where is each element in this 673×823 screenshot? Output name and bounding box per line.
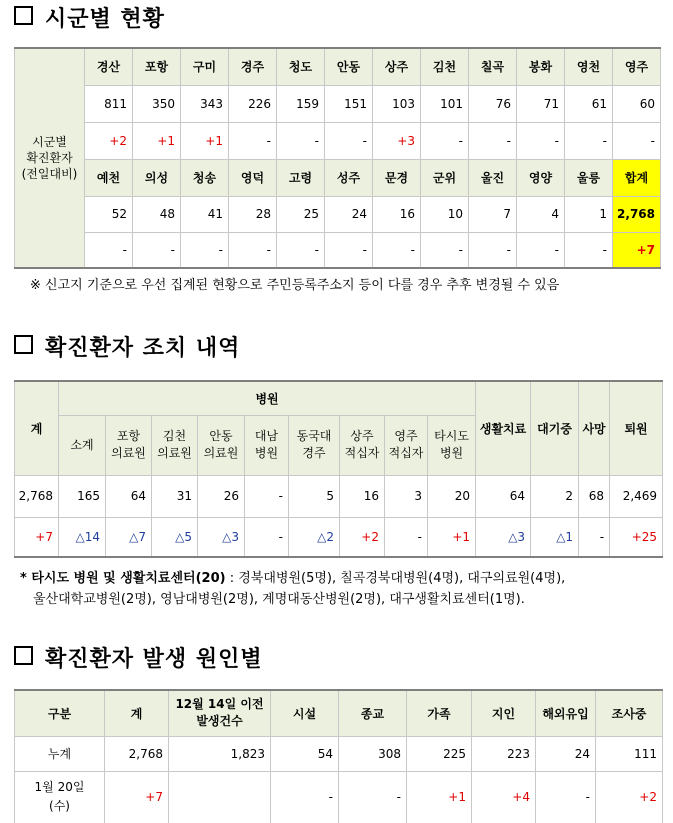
city-name: 안동 — [325, 48, 373, 85]
city-count: 48 — [133, 196, 181, 232]
treatment-value: 165 — [59, 475, 106, 517]
treatment-delta: +7 — [15, 517, 59, 557]
city-counts-row-2 — [15, 196, 661, 232]
cumulative-cell: 308 — [339, 736, 407, 771]
city-deltas-row-2 — [15, 232, 661, 268]
header-waiting: 대기중 — [531, 381, 579, 475]
city-counts-row-1 — [15, 85, 661, 122]
city-name: 군위 — [421, 159, 469, 196]
city-delta: +1 — [133, 122, 181, 159]
hospital-subheader: 영주 적십자 — [385, 415, 428, 475]
treatment-delta: - — [579, 517, 610, 557]
city-status-table — [14, 47, 661, 269]
city-delta: +2 — [85, 122, 133, 159]
treatment-delta: △3 — [476, 517, 531, 557]
city-name: 영양 — [517, 159, 565, 196]
treatment-value: 64 — [476, 475, 531, 517]
city-name: 울릉 — [565, 159, 613, 196]
city-delta: - — [229, 232, 277, 268]
city-name: 청도 — [277, 48, 325, 85]
city-count: 343 — [181, 85, 229, 122]
header-investigating: 조사중 — [596, 690, 663, 736]
treatment-delta: +2 — [340, 517, 385, 557]
city-name: 포항 — [133, 48, 181, 85]
cumulative-cell: 1,823 — [169, 736, 271, 771]
city-count: 350 — [133, 85, 181, 122]
treatment-value: 2,469 — [610, 475, 663, 517]
city-count: 76 — [469, 85, 517, 122]
treatment-value: 16 — [340, 475, 385, 517]
city-delta: +3 — [373, 122, 421, 159]
hospital-subheader: 소계 — [59, 415, 106, 475]
city-name: 고령 — [277, 159, 325, 196]
city-delta: - — [517, 122, 565, 159]
treatment-values-row — [15, 475, 663, 517]
city-delta: - — [613, 122, 661, 159]
city-deltas-row-1 — [15, 122, 661, 159]
header-overseas: 해외유입 — [536, 690, 596, 736]
treatment-value: 64 — [106, 475, 152, 517]
city-count: 2,768 — [613, 196, 661, 232]
city-delta: - — [421, 122, 469, 159]
daily-cell — [169, 771, 271, 823]
hospital-subheader: 동국대 경주 — [289, 415, 340, 475]
city-name: 김천 — [421, 48, 469, 85]
section2-title: 확진환자 조치 내역 — [14, 331, 240, 362]
city-delta: - — [85, 232, 133, 268]
city-delta: - — [133, 232, 181, 268]
treatment-delta: △2 — [289, 517, 340, 557]
cause-table — [14, 689, 663, 823]
city-count: 41 — [181, 196, 229, 232]
treatment-table — [14, 380, 663, 558]
city-count: 10 — [421, 196, 469, 232]
city-name: 울진 — [469, 159, 517, 196]
daily-cell: +1 — [407, 771, 472, 823]
header-discharge: 퇴원 — [610, 381, 663, 475]
treatment-delta: - — [245, 517, 289, 557]
section2-note: * 타시도 병원 및 생활치료센터(20) : 경북대병원(5명), 칠곡경북대병원(4명), 대구의료원(4명), 울산대학교병원(2명), 영남대병원(2명), 계명대동산병원(2명), 대구생활치료센터(1명). — [20, 571, 566, 607]
treatment-delta: +25 — [610, 517, 663, 557]
city-count: 101 — [421, 85, 469, 122]
checkbox-square-icon — [14, 6, 33, 25]
city-name: 경주 — [229, 48, 277, 85]
city-delta: - — [277, 122, 325, 159]
daily-cell: +4 — [472, 771, 536, 823]
hospital-subheader: 대남 병원 — [245, 415, 289, 475]
daily-date-label: 1월 20일 (수) — [15, 771, 105, 823]
city-count: 28 — [229, 196, 277, 232]
city-name: 상주 — [373, 48, 421, 85]
cumulative-cell: 54 — [271, 736, 339, 771]
city-delta: - — [325, 232, 373, 268]
city-count: 159 — [277, 85, 325, 122]
city-count: 1 — [565, 196, 613, 232]
treatment-value: 2,768 — [15, 475, 59, 517]
daily-cell: +2 — [596, 771, 663, 823]
treatment-delta: - — [385, 517, 428, 557]
city-count: 226 — [229, 85, 277, 122]
treatment-delta: △14 — [59, 517, 106, 557]
daily-cell: - — [536, 771, 596, 823]
hospital-subheader: 안동 의료원 — [198, 415, 245, 475]
treatment-value: 3 — [385, 475, 428, 517]
city-count: 7 — [469, 196, 517, 232]
hospital-subheader: 포항 의료원 — [106, 415, 152, 475]
city-name: 성주 — [325, 159, 373, 196]
header-category: 구분 — [15, 690, 105, 736]
city-delta: - — [325, 122, 373, 159]
cumulative-row — [15, 736, 663, 771]
treatment-delta: △3 — [198, 517, 245, 557]
city-count: 60 — [613, 85, 661, 122]
treatment-delta: +1 — [428, 517, 476, 557]
city-count: 103 — [373, 85, 421, 122]
hospital-subheader: 상주 적십자 — [340, 415, 385, 475]
daily-cell: - — [271, 771, 339, 823]
city-delta: - — [229, 122, 277, 159]
hospital-subheader: 김천 의료원 — [152, 415, 198, 475]
city-count: 151 — [325, 85, 373, 122]
city-delta: - — [565, 232, 613, 268]
cumulative-cell: 누계 — [15, 736, 105, 771]
cumulative-cell: 225 — [407, 736, 472, 771]
city-delta: - — [469, 122, 517, 159]
city-count: 71 — [517, 85, 565, 122]
treatment-deltas-row — [15, 517, 663, 557]
checkbox-square-icon — [14, 335, 33, 354]
city-name: 구미 — [181, 48, 229, 85]
city-name: 영천 — [565, 48, 613, 85]
city-delta: - — [517, 232, 565, 268]
header-acquaintance: 지인 — [472, 690, 536, 736]
city-name: 영덕 — [229, 159, 277, 196]
cumulative-cell: 24 — [536, 736, 596, 771]
header-facility: 시설 — [271, 690, 339, 736]
city-name: 경산 — [85, 48, 133, 85]
city-names-row-2 — [15, 159, 661, 196]
header-hospital: 병원 — [59, 381, 476, 415]
city-names-row-1 — [15, 48, 661, 85]
city-name: 칠곡 — [469, 48, 517, 85]
treatment-delta: △7 — [106, 517, 152, 557]
city-delta: - — [181, 232, 229, 268]
treatment-value: - — [245, 475, 289, 517]
city-delta: - — [565, 122, 613, 159]
header-religion: 종교 — [339, 690, 407, 736]
city-name: 문경 — [373, 159, 421, 196]
section1-note: ※ 신고지 기준으로 우선 집계된 현황으로 주민등록주소지 등이 다를 경우 추후 변경될 수 있음 — [30, 278, 560, 293]
treatment-value: 26 — [198, 475, 245, 517]
city-delta: +1 — [181, 122, 229, 159]
city-name: 합계 — [613, 159, 661, 196]
city-count: 25 — [277, 196, 325, 232]
city-count: 811 — [85, 85, 133, 122]
section3-title: 확진환자 발생 원인별 — [14, 642, 263, 673]
city-name: 청송 — [181, 159, 229, 196]
treatment-value: 31 — [152, 475, 198, 517]
city-count: 61 — [565, 85, 613, 122]
city-count: 24 — [325, 196, 373, 232]
city-count: 52 — [85, 196, 133, 232]
city-count: 16 — [373, 196, 421, 232]
treatment-value: 2 — [531, 475, 579, 517]
cause-header-row — [15, 690, 663, 736]
hospital-subheader: 타시도 병원 — [428, 415, 476, 475]
city-delta: +7 — [613, 232, 661, 268]
daily-cell: +7 — [105, 771, 169, 823]
city-count: 4 — [517, 196, 565, 232]
treatment-delta: △1 — [531, 517, 579, 557]
daily-cell: - — [339, 771, 407, 823]
cumulative-cell: 2,768 — [105, 736, 169, 771]
treatment-delta: △5 — [152, 517, 198, 557]
header-before-dec14: 12월 14일 이전 발생건수 — [169, 690, 271, 736]
header-total: 계 — [15, 381, 59, 475]
section1-title: 시군별 현황 — [14, 2, 165, 33]
city-delta: - — [373, 232, 421, 268]
side-label: 시군별 확진환자 (전일대비) — [15, 48, 85, 268]
city-name: 예천 — [85, 159, 133, 196]
city-name: 의성 — [133, 159, 181, 196]
daily-row — [15, 771, 663, 823]
header-family: 가족 — [407, 690, 472, 736]
header-death: 사망 — [579, 381, 610, 475]
cumulative-cell: 223 — [472, 736, 536, 771]
header-life-treatment: 생활치료 — [476, 381, 531, 475]
city-delta: - — [277, 232, 325, 268]
cumulative-cell: 111 — [596, 736, 663, 771]
city-delta: - — [421, 232, 469, 268]
treatment-value: 20 — [428, 475, 476, 517]
checkbox-square-icon — [14, 646, 33, 665]
city-name: 영주 — [613, 48, 661, 85]
header-cause-total: 계 — [105, 690, 169, 736]
treatment-value: 68 — [579, 475, 610, 517]
city-name: 봉화 — [517, 48, 565, 85]
treatment-value: 5 — [289, 475, 340, 517]
city-delta: - — [469, 232, 517, 268]
